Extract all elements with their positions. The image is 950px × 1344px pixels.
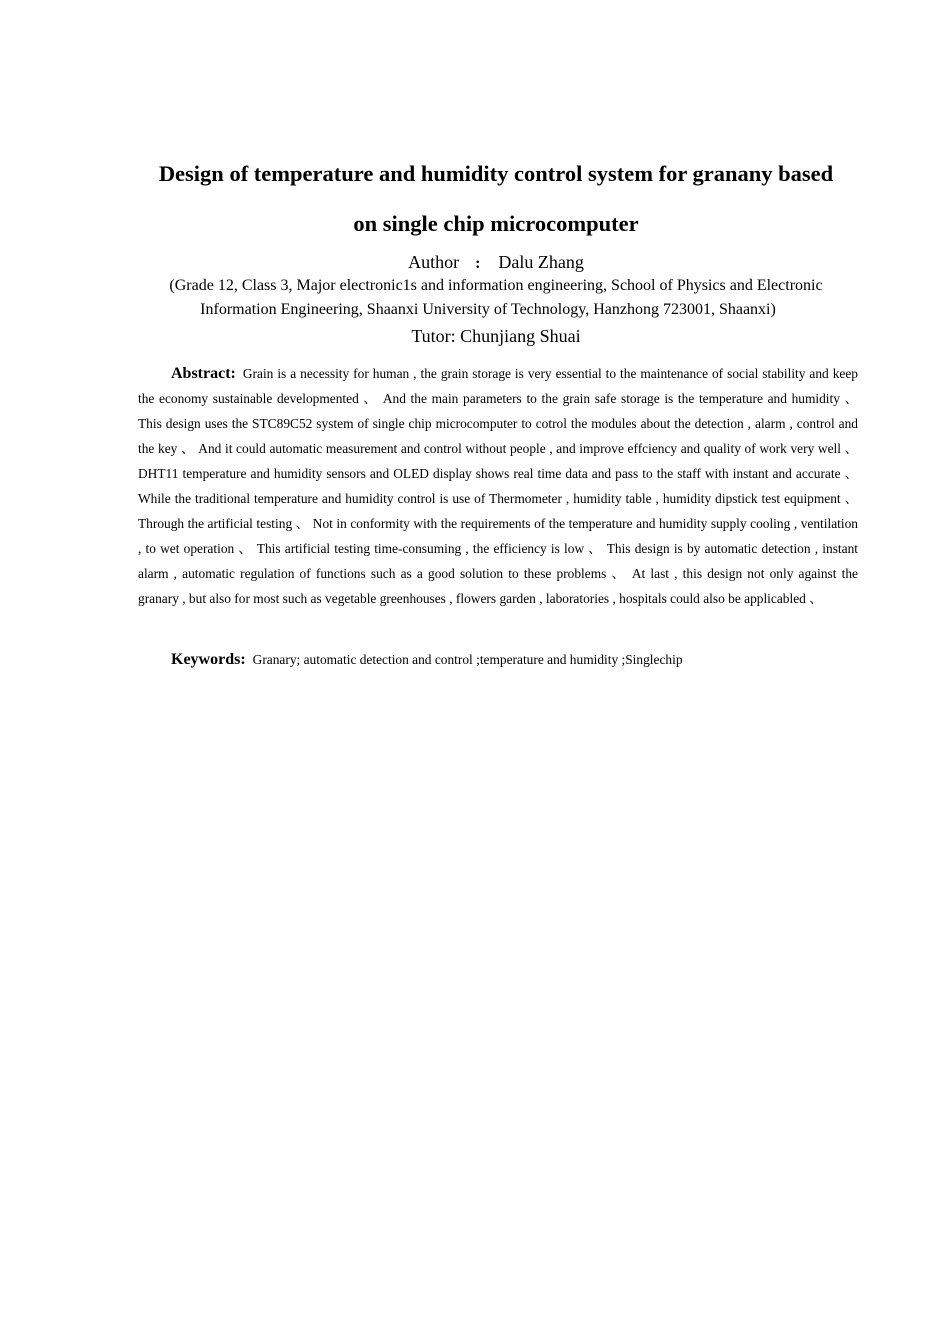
tutor-line: Tutor: Chunjiang Shuai [411,326,581,346]
keywords-text: Granary; automatic detection and control ;temperature and humidity ;Singlechip [252,652,683,667]
keywords-label: Keywords: [171,651,246,668]
author-name: Dalu Zhang [498,252,584,272]
affiliation-line-2: Information Engineering, Shaanxi University of Technology, Hanzhong 723001, Shaanxi) [200,301,776,318]
abstract-text: Grain is a necessity for human , the grain storage is very essential to the maintenance of social stability and keep the economy sustainable developmented 、 And the main parameters to the grain safe storage is the temperature and humidity 、 This design uses the STC89C52 system of single chip microcomputer to cotrol the modules about the detection , alarm , control and the key 、 And it could automatic measurement and control without people , and improve effciency and quality of work very well 、 DHT11 temperature and humidity sensors and OLED display shows real time data and pass to the staff with instant and accurate 、 While the traditional temperature and humidity control is use of Thermometer , humidity table , humidity dipstick test equipment 、 Through the artificial testing 、 Not in conformity with the requirements of the temperature and humidity supply cooling , ventilation , to wet operation 、 This artificial testing time-consuming , the efficiency is low 、 This design is by automatic detection , instant alarm , automatic regulation of functions such as a good solution to these problems 、 At last , this design not only against the granary , but also for most such as vegetable greenhouses , flowers garden , laboratories , hospitals could also be applicabled 、 [138,366,858,606]
abstract [138,362,858,611]
author-colon: : [475,255,481,272]
author-line [100,249,892,277]
paper-title-line-2: on single chip microcomputer [353,211,639,236]
affiliation-line-1: (Grade 12, Class 3, Major electronic1s and information engineering, School of Physics and Electronic [169,277,823,294]
keywords [171,648,861,673]
author-label: Author [408,252,460,272]
abstract-label: Abstract: [171,365,236,383]
paper-title-line-1: Design of temperature and humidity control system for granany based [158,161,834,186]
